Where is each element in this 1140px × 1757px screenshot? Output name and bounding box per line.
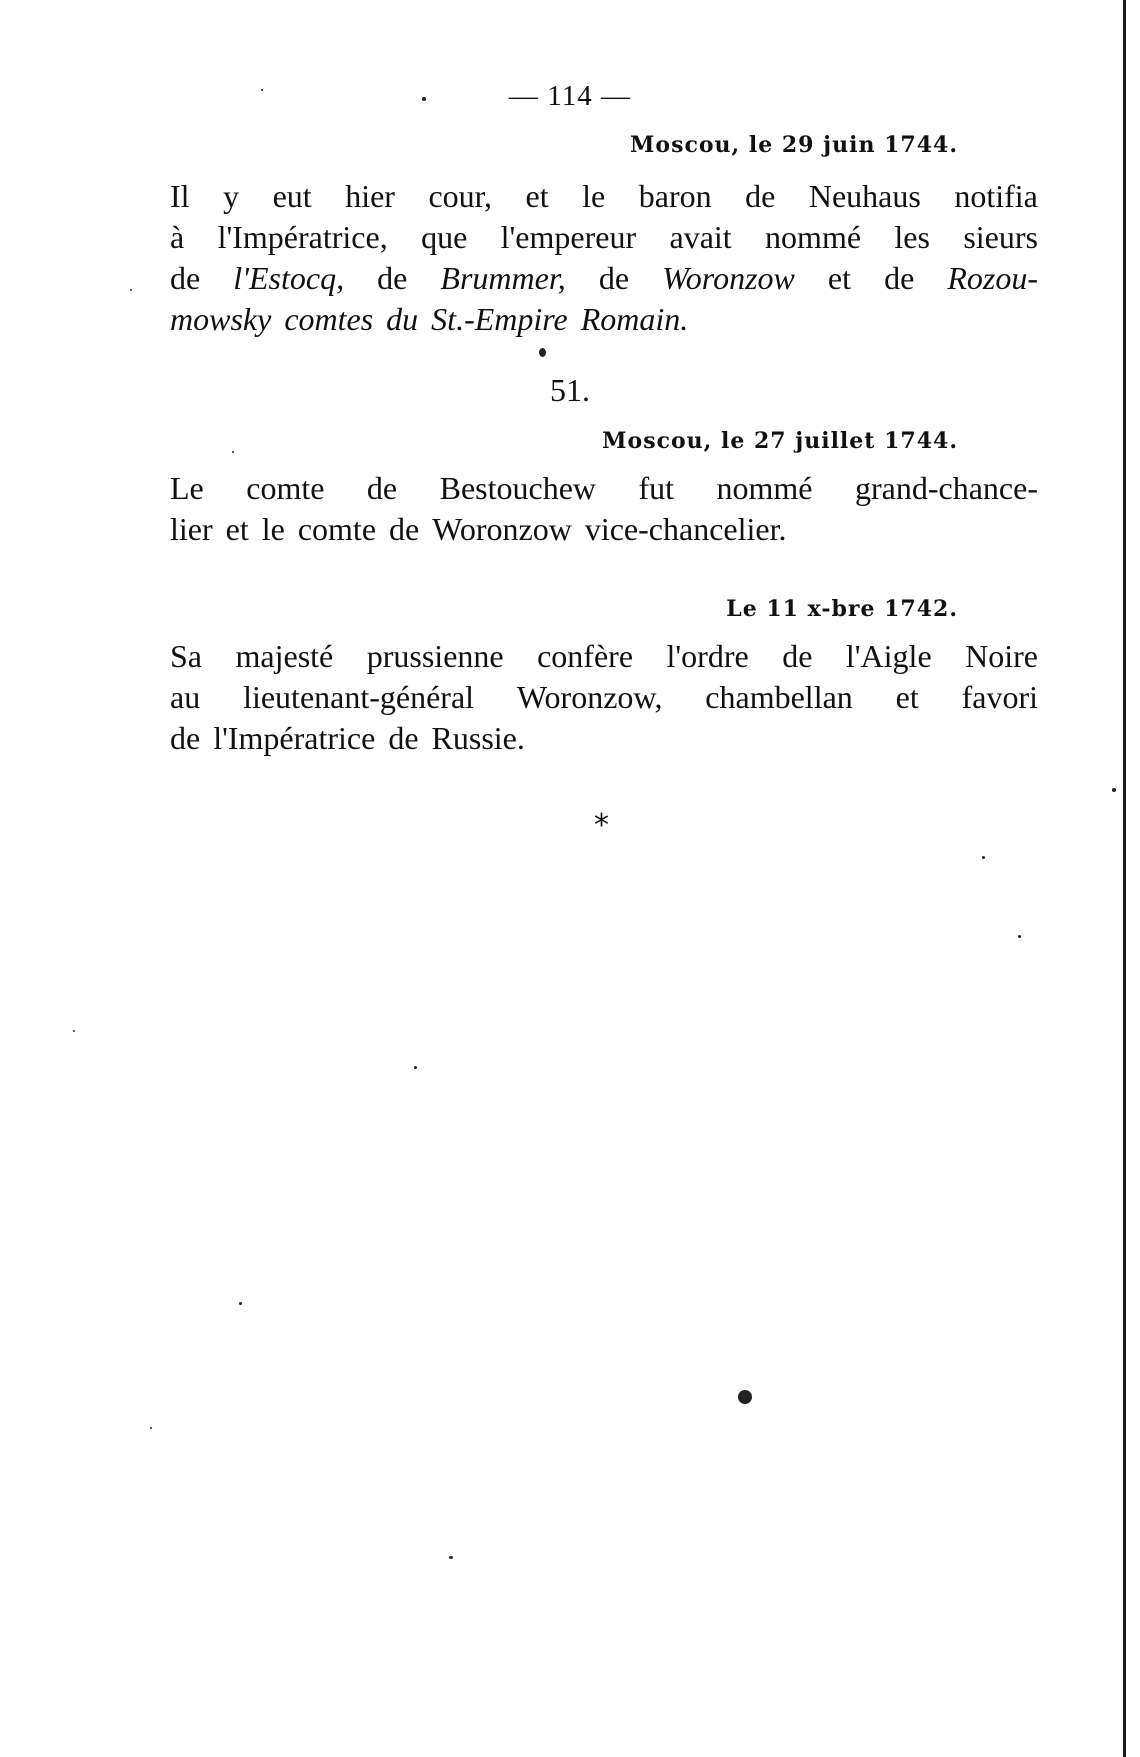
word-italic: Rozou- [947,260,1038,296]
word: majesté [235,638,334,674]
word: Russie. [431,720,525,756]
word: confère [537,638,634,674]
paragraph-1 [170,176,1038,340]
word: et [525,178,549,214]
word: de [884,260,915,296]
word: grand-chance- [854,470,1038,506]
word: l'Aigle [845,638,932,674]
paragraph-line [170,636,1038,677]
word: chambellan [705,679,853,715]
word: de [170,720,201,756]
word-italic: St.-Empire [431,301,568,337]
word: comte [246,470,325,506]
scan-speck [414,1066,417,1069]
word: l'ordre [666,638,749,674]
scan-speck [130,289,132,291]
word: Le [170,470,204,506]
scan-speck [1112,788,1116,792]
end-mark: * [594,808,609,843]
paragraph-line [170,468,1038,509]
word: nommé [716,470,813,506]
word: à [170,219,185,255]
dateline-1: Moscou, le 29 juin 1744. [630,132,958,158]
word: baron [638,178,712,214]
word-italic: Woronzow [662,260,795,296]
page-number: — 114 — [509,80,631,112]
word: Sa [170,638,202,674]
word: de [389,511,420,547]
word: de [745,178,776,214]
word: de [388,720,419,756]
paragraph-line [170,258,1038,299]
word: et [827,260,852,296]
scan-speck [982,856,985,859]
word-italic: du [386,301,419,337]
dateline-2: Moscou, le 27 juillet 1744. [602,428,958,454]
word: prussienne [366,638,504,674]
word-italic: comtes [284,301,374,337]
word: lier [170,511,213,547]
word: fut [638,470,675,506]
word: de [377,260,408,296]
scan-speck [738,1390,752,1404]
word: les [894,219,930,255]
word: eut [272,178,312,214]
scan-speck [422,97,426,101]
word: l'empereur [500,219,637,255]
scan-speck [261,89,263,91]
scan-speck [539,348,546,357]
word: vice-chancelier. [584,511,787,547]
word: et [225,511,249,547]
paragraph-line [170,718,1038,759]
scan-speck [232,451,234,453]
scan-speck [239,1302,242,1305]
word: comte [297,511,377,547]
word: sieurs [963,219,1038,255]
paragraph-3 [170,636,1038,759]
word-italic: mowsky [170,301,272,337]
word: favori [961,679,1038,715]
section-number: 51. [550,372,590,408]
word: au [170,679,201,715]
word-italic: Brummer, [440,260,566,296]
word: Bestouchew [439,470,596,506]
paragraph-line [170,509,1038,550]
word: le [261,511,285,547]
word: avait [669,219,732,255]
word: hier [345,178,395,214]
word: Woronzow, [516,679,663,715]
word: de [170,260,201,296]
paragraph-2 [170,468,1038,550]
paragraph-line [170,299,1038,340]
word: que [421,219,468,255]
scan-speck [1018,935,1021,938]
word: et [895,679,919,715]
scan-speck [150,1427,152,1429]
paragraph-line [170,176,1038,217]
word: de [366,470,398,506]
word: notifia [954,178,1038,214]
word: nommé [765,219,862,255]
paragraph-line [170,677,1038,718]
word: de [782,638,813,674]
word: cour, [428,178,493,214]
paragraph-line [170,217,1038,258]
word-italic: l'Estocq, [233,260,345,296]
word: le [582,178,606,214]
page-edge-line [1123,0,1126,1757]
word: de [598,260,630,296]
dateline-3: Le 11 x-bre 1742. [726,596,958,622]
word: lieutenant-général [243,679,475,715]
word: y [223,178,240,214]
word-italic: Romain. [580,301,689,337]
scan-speck [73,1030,75,1032]
word: l'Impératrice [213,720,376,756]
word: l'Impératrice, [217,219,388,255]
scan-speck [449,1556,453,1559]
word: Noire [965,638,1038,674]
word: Il [170,178,190,214]
word: Neuhaus [808,178,921,214]
word: Woronzow [432,511,572,547]
